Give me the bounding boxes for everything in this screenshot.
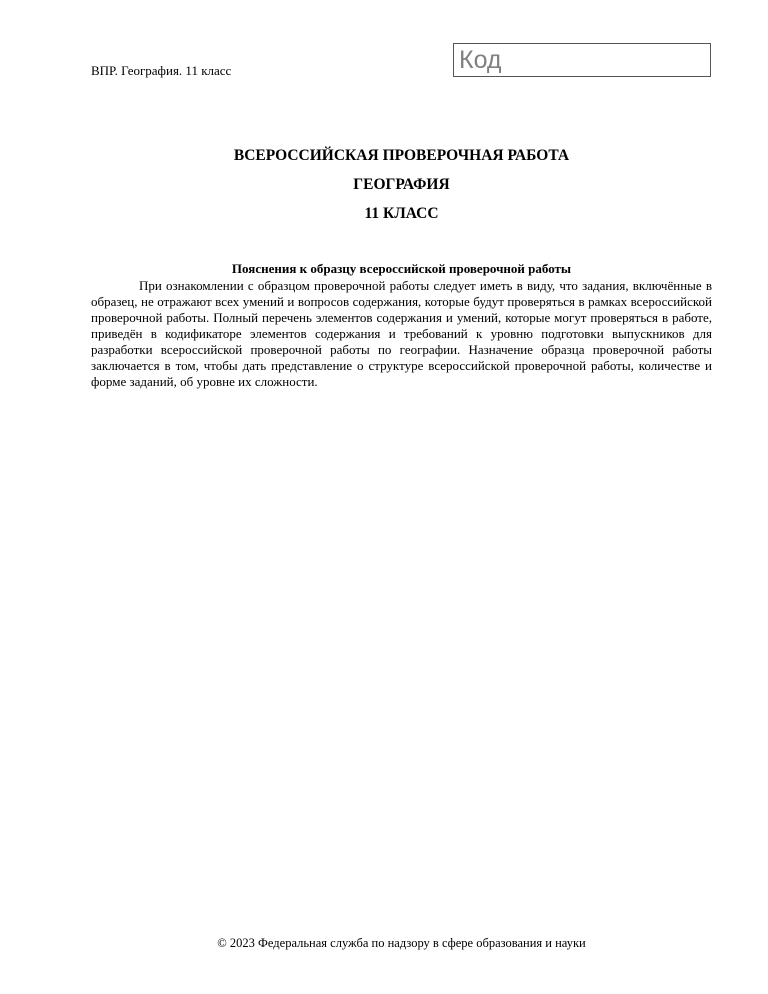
grade-title: 11 КЛАСС	[364, 205, 439, 222]
document-title-block	[91, 141, 712, 228]
code-field-label: Код	[459, 46, 502, 74]
subject-title: ГЕОГРАФИЯ	[353, 176, 450, 193]
copyright-footer: © 2023 Федеральная служба по надзору в сфере образования и науки	[217, 936, 586, 950]
explanation-paragraph: При ознакомлении с образцом проверочной работы следует иметь в виду, что задания, включённые в образец, не отражают всех умений и вопросов содержания, которые будут проверяться в рамках всероссийской проверочной работы. Полный перечень элементов содержания и умений, которые могут проверяться в работе, приведён в кодификаторе элементов содержания и требований к уровню подготовки выпускников для разработки всероссийской проверочной работы по географии. Назначение образца проверочной работы заключается в том, чтобы дать представление о структуре всероссийской проверочной работы, количестве и форме заданий, об уровне их сложности.	[91, 278, 712, 389]
running-header: ВПР. География. 11 класс	[91, 63, 232, 78]
section-heading: Пояснения к образцу всероссийской проверочной работы	[231, 261, 572, 276]
code-field[interactable]	[453, 43, 711, 77]
document-title: ВСЕРОССИЙСКАЯ ПРОВЕРОЧНАЯ РАБОТА	[233, 147, 570, 164]
